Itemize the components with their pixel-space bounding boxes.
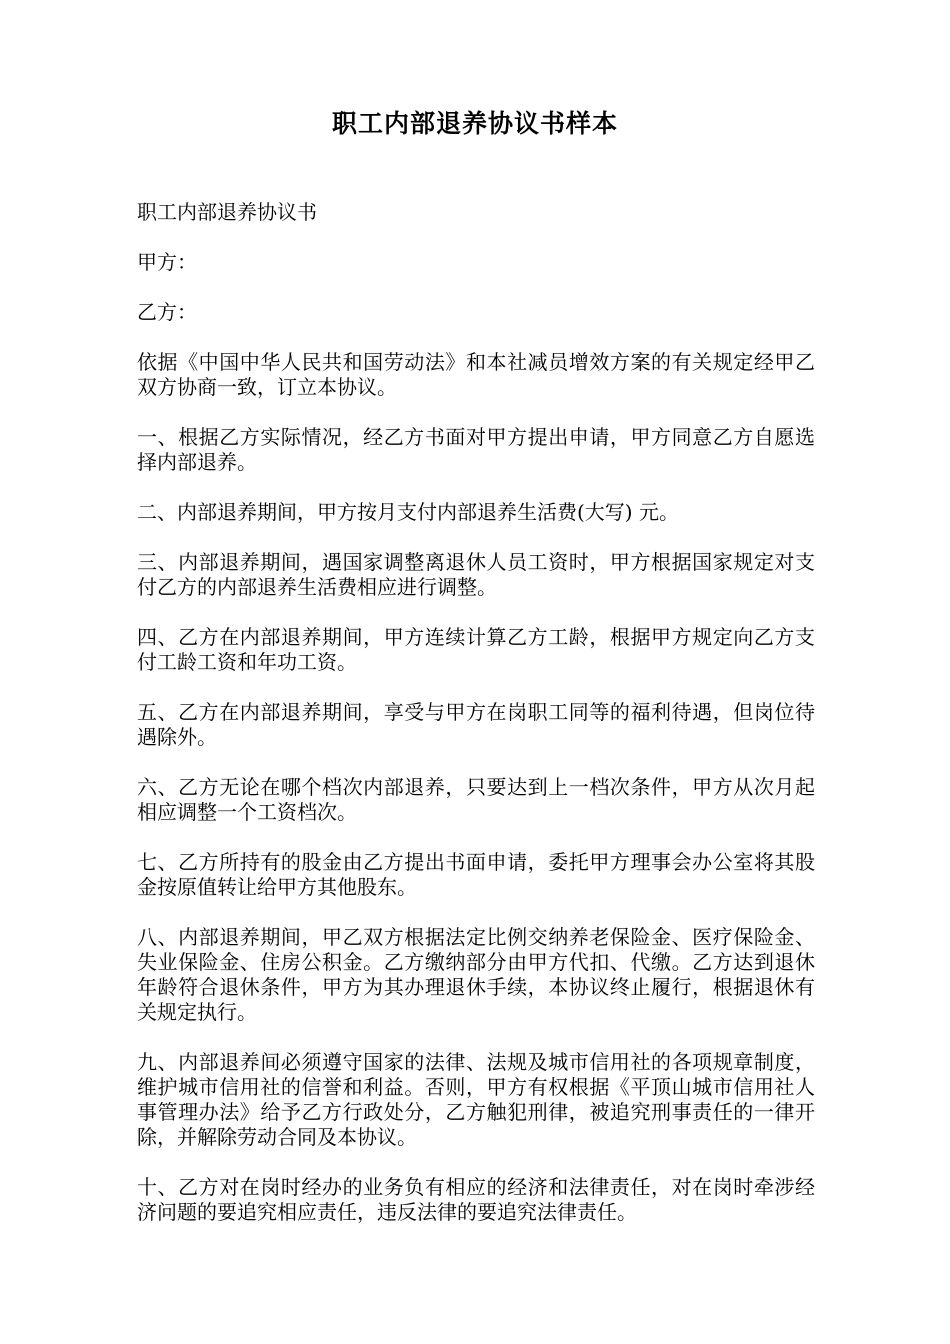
clause-3: 三、内部退养期间，遇国家调整离退休人员工资时，甲方根据国家规定对支付乙方的内部退养生活费相应进行调整。 <box>137 550 815 599</box>
document-title: 职工内部退养协议书样本 <box>331 109 618 138</box>
clause-4: 四、乙方在内部退养期间，甲方连续计算乙方工龄，根据甲方规定向乙方支付工龄工资和年功工资。 <box>137 625 815 674</box>
clause-1: 一、根据乙方实际情况，经乙方书面对甲方提出申请，甲方同意乙方自愿选择内部退养。 <box>137 425 815 474</box>
clause-8: 八、内部退养期间，甲乙双方根据法定比例交纳养老保险金、医疗保险金、失业保险金、住房公积金。乙方缴纳部分由甲方代扣、代缴。乙方达到退休年龄符合退休条件，甲方为其办理退休手续，本协议终止履行，根据退休有关规定执行。 <box>137 925 815 1024</box>
clause-5: 五、乙方在内部退养期间，享受与甲方在岗职工同等的福利待遇，但岗位待遇除外。 <box>137 700 815 749</box>
agreement-basis-paragraph: 依据《中国中华人民共和国劳动法》和本社减员增效方案的有关规定经甲乙双方协商一致，订立本协议。 <box>137 350 815 399</box>
agreement-subtitle: 职工内部退养协议书 <box>137 200 317 224</box>
party-b-label: 乙方： <box>137 300 197 324</box>
clause-10: 十、乙方对在岗时经办的业务负有相应的经济和法律责任，对在岗时牵涉经济问题的要追究相应责任，违反法律的要追究法律责任。 <box>137 1175 815 1224</box>
clause-7: 七、乙方所持有的股金由乙方提出书面申请，委托甲方理事会办公室将其股金按原值转让给甲方其他股东。 <box>137 850 815 899</box>
clause-2: 二、内部退养期间，甲方按月支付内部退养生活费(大写) 元。 <box>137 500 679 524</box>
clause-6: 六、乙方无论在哪个档次内部退养，只要达到上一档次条件，甲方从次月起相应调整一个工资档次。 <box>137 775 815 824</box>
party-a-label: 甲方： <box>137 250 197 274</box>
clause-9: 九、内部退养间必须遵守国家的法律、法规及城市信用社的各项规章制度，维护城市信用社的信誉和利益。否则，甲方有权根据《平顶山城市信用社人事管理办法》给予乙方行政处分，乙方触犯刑律，被追究刑事责任的一律开除，并解除劳动合同及本协议。 <box>137 1050 815 1149</box>
